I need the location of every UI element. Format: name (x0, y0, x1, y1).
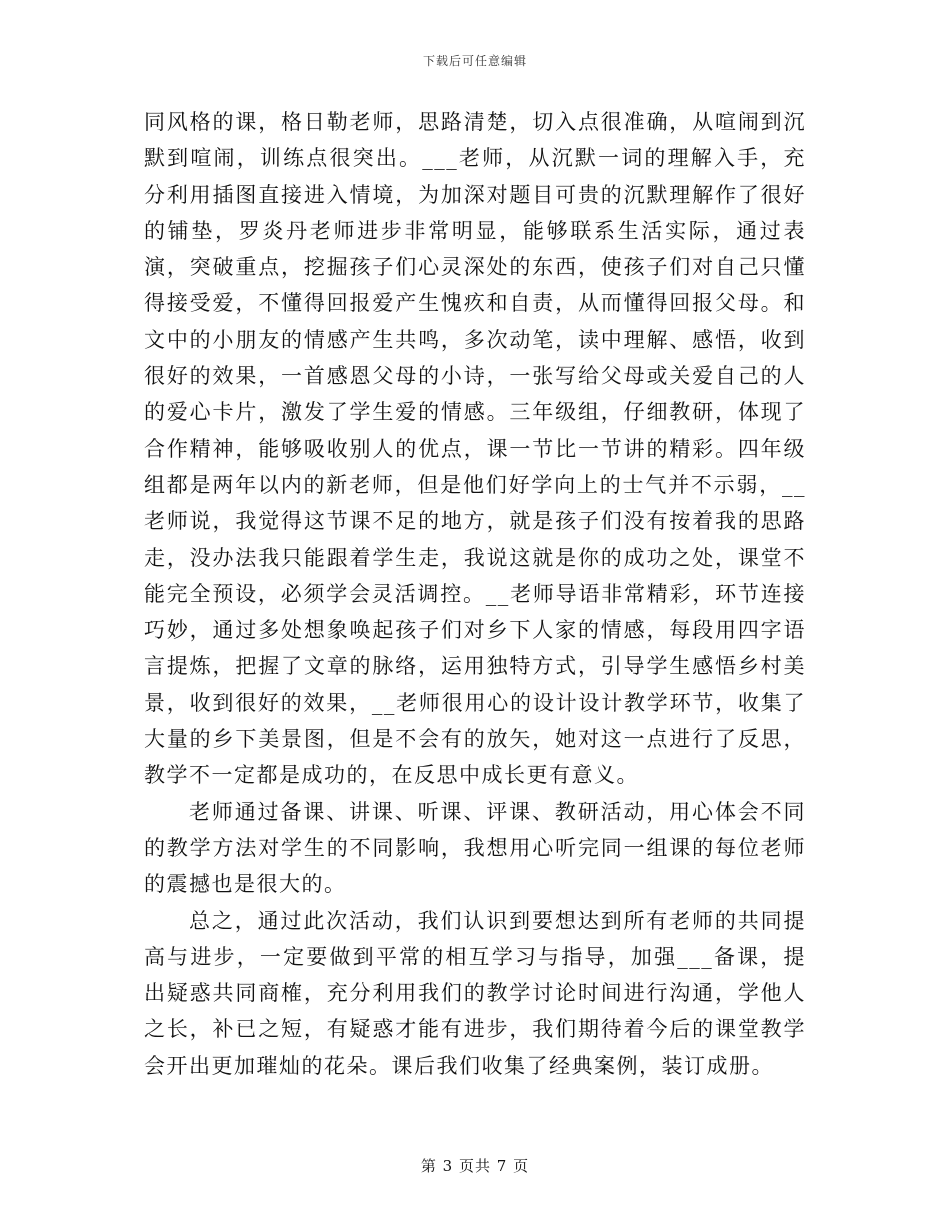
paragraph-summary: 总之，通过此次活动，我们认识到要想达到所有老师的共同提高与进步，一定要做到平常的相互学习与指导，加强___备课，提出疑惑共同商榷，充分利用我们的教学讨论时间进行沟通，学他人之长，补已之短，有疑惑才能有进步，我们期待着今后的课堂教学会开出更加璀灿的花朵。课后我们收集了经典案例，装订成册。 (144, 908, 806, 1078)
document-body (144, 104, 806, 1084)
page-number: 第 3 页共 7 页 (420, 1157, 530, 1175)
page-header: 下载后可任意编辑 (422, 54, 527, 68)
paragraph-continuation: 同风格的课，格日勒老师，思路清楚，切入点很准确，从喧闹到沉默到喧闹，训练点很突出。___老师，从沉默一词的理解入手，充分利用插图直接进入情境，为加深对题目可贵的沉默理解作了很好的铺垫，罗炎丹老师进步非常明显，能够联系生活实际，通过表演，突破重点，挖掘孩子们心灵深处的东西，使孩子们对自己只懂得接受爱，不懂得回报爱产生愧疚和自责，从而懂得回报父母。和文中的小朋友的情感产生共鸣，多次动笔，读中理解、感悟，收到很好的效果，一首感恩父母的小诗，一张写给父母或关爱自己的人的爱心卡片，激发了学生爱的情感。三年级组，仔细教研，体现了合作精神，能够吸收别人的优点，课一节比一节讲的精彩。四年级组都是两年以内的新老师，但是他们好学向上的士气并不示弱，__老师说，我觉得这节课不足的地方，就是孩子们没有按着我的思路走，没办法我只能跟着学生走，我说这就是你的成功之处，课堂不能完全预设，必须学会灵活调控。__老师导语非常精彩，环节连接巧妙，通过多处想象唤起孩子们对乡下人家的情感，每段用四字语言提炼，把握了文章的脉络，运用独特方式，引导学生感悟乡村美景，收到很好的效果，__老师很用心的设计设计教学环节，收集了大量的乡下美景图，但是不会有的放矢，她对这一点进行了反思，教学不一定都是成功的，在反思中成长更有意义。 (144, 110, 806, 788)
paragraph-teacher-reflection: 老师通过备课、讲课、听课、评课、教研活动，用心体会不同的教学方法对学生的不同影响，我想用心听完同一组课的每位老师的震撼也是很大的。 (144, 799, 806, 897)
